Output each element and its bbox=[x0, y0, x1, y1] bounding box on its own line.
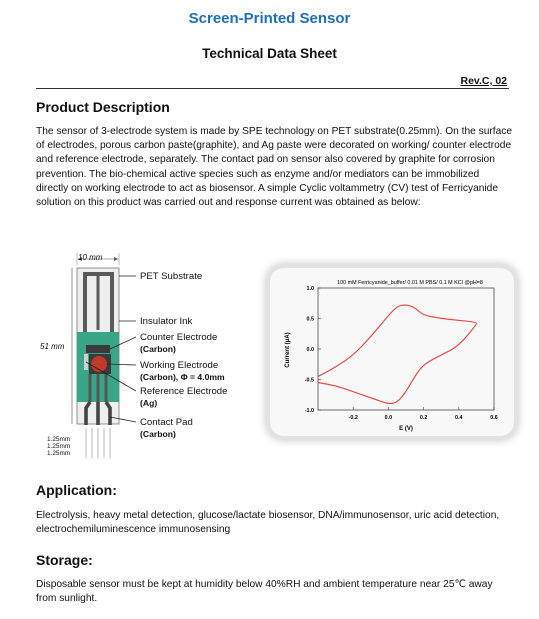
counter-electrode bbox=[86, 345, 110, 353]
y-tick-label: 0.5 bbox=[306, 316, 314, 323]
pad-dimension-labels bbox=[47, 436, 70, 458]
height-dimension-label: 51 mm bbox=[40, 342, 65, 351]
label-working-electrode: Working Electrode (Carbon), Φ = 4.0mm bbox=[140, 360, 225, 382]
revision-label: Rev.C, 02 bbox=[460, 75, 507, 87]
header-divider bbox=[36, 88, 509, 89]
x-tick-label: 0.2 bbox=[419, 415, 428, 421]
y-tick-label: 1.0 bbox=[306, 286, 314, 292]
y-axis-ticks bbox=[305, 286, 321, 414]
section-heading-product: Product Description bbox=[36, 99, 170, 115]
y-tick-label: 0.0 bbox=[306, 347, 314, 353]
application-text: Electrolysis, heavy metal detection, glucose/lactate biosensor, DNA/immunosensor, uric acid detection, electrochemiluminescence immunosensing bbox=[36, 510, 500, 536]
x-axis-ticks bbox=[349, 407, 498, 421]
label-reference-electrode: Reference Electrode (Ag) bbox=[140, 386, 228, 408]
x-tick-label: 0.0 bbox=[384, 415, 393, 421]
pad-dim-1: 1.25mm bbox=[47, 436, 71, 443]
x-tick-label: 0.4 bbox=[455, 415, 463, 421]
product-description-text: The sensor of 3-electrode system is made by SPE technology on PET substrate(0.25mm). On the surface of electrodes, porous carbon paste(graphite), and Ag paste were decorated on working/ counter electrode and reference electrode, separately. The contact pad on sensor also covered by graphite for corrosion prevention. The bio-chemical active species such as enzyme and/or mediators can be immobilized directly on working electrode to act as biosensor. A simple Cyclic voltammetry (CV) test of Ferricyanide solution on this product was carried out and response current was obtained as below: bbox=[36, 126, 513, 209]
brand-title: Screen-Printed Sensor bbox=[188, 10, 351, 27]
x-tick-label: -0.2 bbox=[348, 415, 358, 421]
pad-dim-3: 1.25mm bbox=[47, 450, 71, 458]
label-insulator-ink: Insulator Ink bbox=[140, 316, 193, 327]
label-pet-substrate: PET Substrate bbox=[140, 271, 203, 282]
section-heading-storage: Storage: bbox=[36, 552, 93, 568]
y-tick-label: -0.5 bbox=[304, 377, 314, 384]
label-contact-pad: Contact Pad (Carbon) bbox=[140, 417, 193, 439]
width-dimension-label: 10 mm bbox=[78, 253, 103, 262]
chart-title: 100 mM Ferricyanide_buffer/ 0.01 M PBS/ 0.1 M KCl @pH=8 bbox=[337, 280, 483, 286]
x-axis-label: E (V) bbox=[399, 426, 413, 432]
section-heading-application: Application: bbox=[36, 482, 117, 498]
x-tick-label: 0.6 bbox=[490, 415, 498, 421]
y-axis-label: Current (μA) bbox=[285, 332, 291, 368]
cv-chart bbox=[276, 272, 508, 432]
pad-dim-2: 1.25mm bbox=[47, 443, 71, 451]
document-title: Technical Data Sheet bbox=[202, 46, 337, 61]
label-counter-electrode: Counter Electrode (Carbon) bbox=[140, 332, 218, 354]
storage-text: Disposable sensor must be kept at humidity below 40%RH and ambient temperature near 25℃ away from sunlight. bbox=[36, 579, 493, 605]
y-tick-label: -1.0 bbox=[304, 408, 314, 414]
cv-curve bbox=[318, 305, 476, 403]
